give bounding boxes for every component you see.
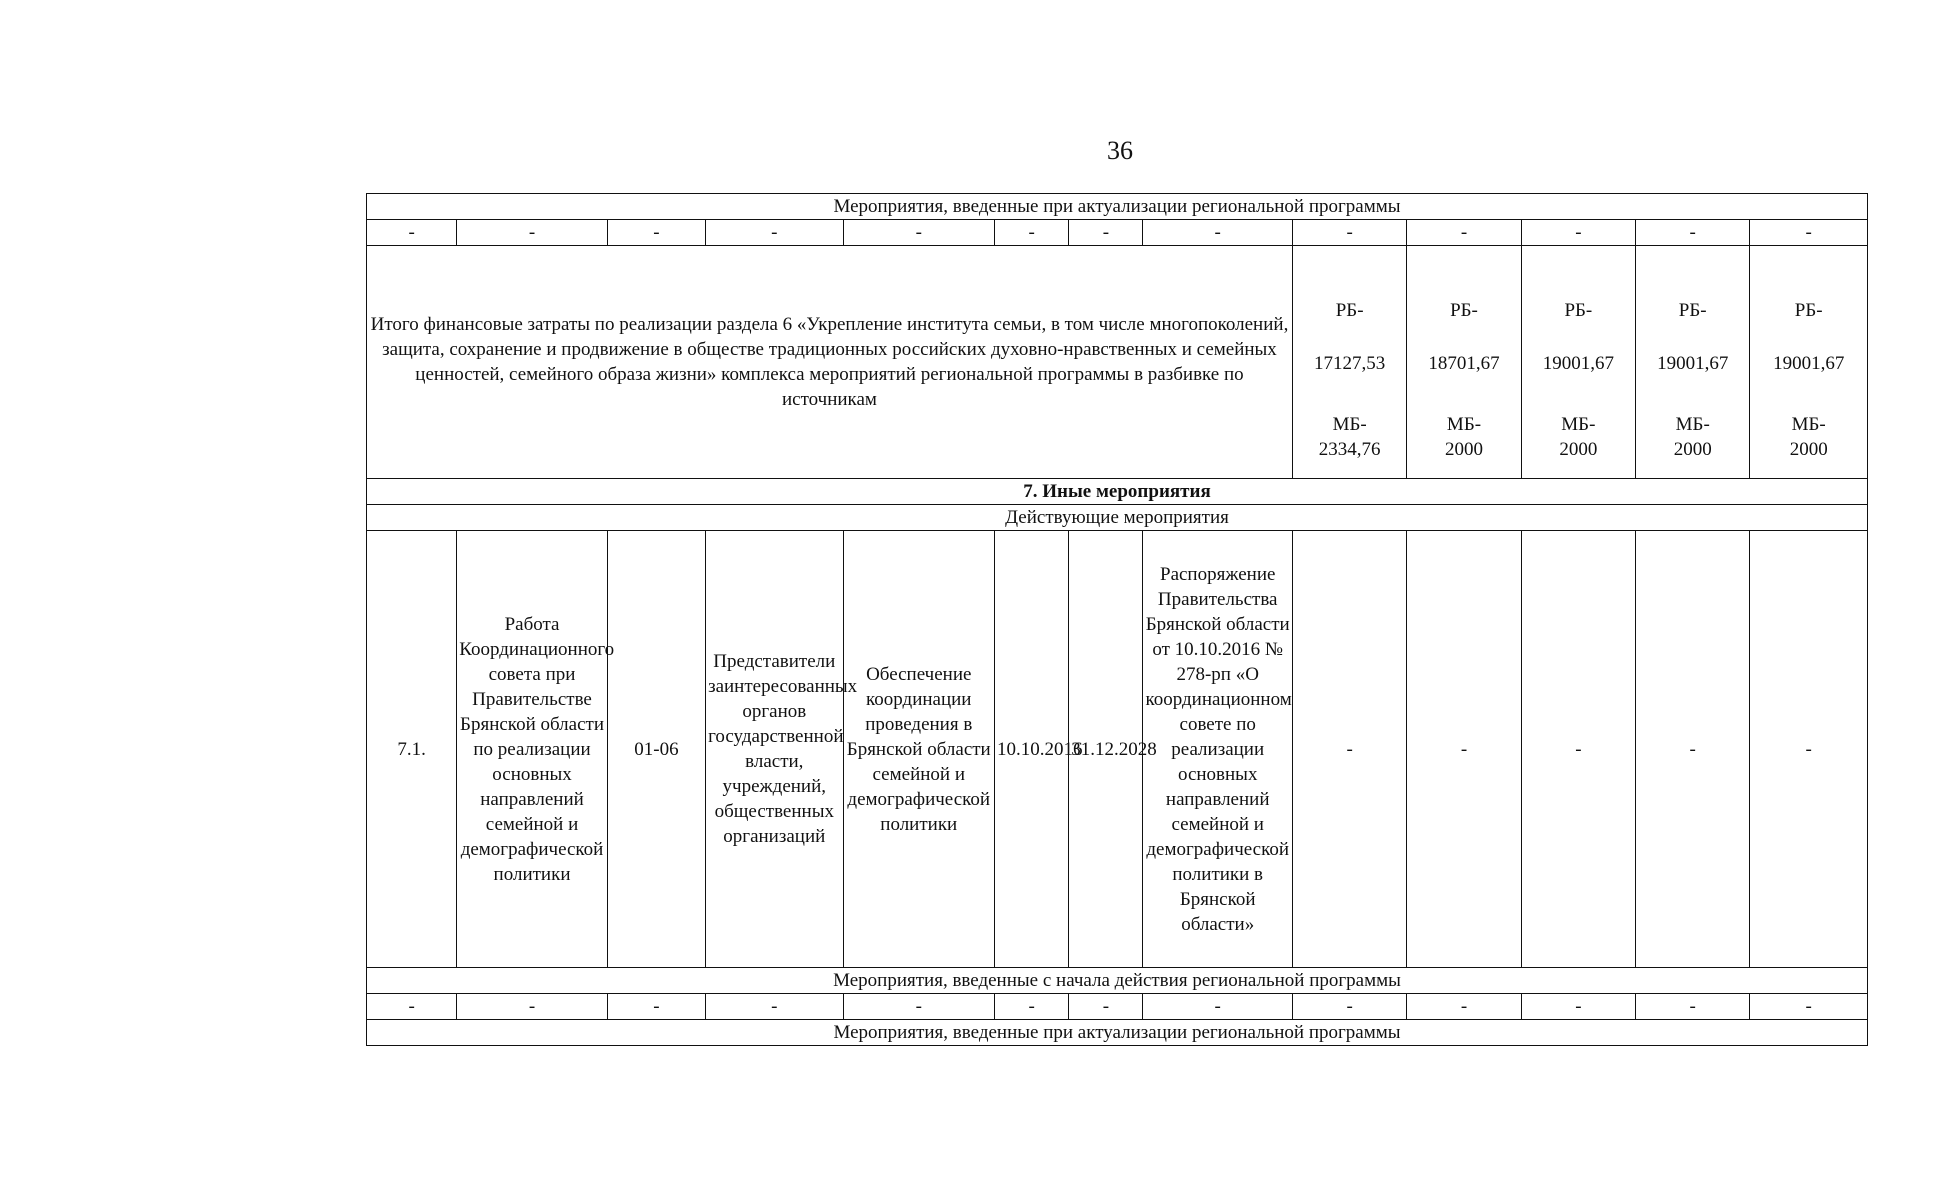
funding-5: - [1750, 531, 1868, 968]
total-funding-cell [1750, 246, 1868, 479]
dash-cell: - [457, 994, 607, 1020]
activity-code: 01-06 [607, 531, 705, 968]
dash-cell: - [1143, 220, 1292, 246]
rb-value: 19001,67 [1657, 353, 1729, 374]
dash-cell: - [1636, 994, 1750, 1020]
dash-cell: - [1750, 994, 1868, 1020]
rb-label: РБ- [1794, 300, 1823, 321]
rb-value: 19001,67 [1542, 353, 1614, 374]
dash-cell: - [1292, 994, 1406, 1020]
dash-cell: - [1521, 220, 1635, 246]
dash-cell: - [1636, 220, 1750, 246]
actualization-header-bottom: Мероприятия, введенные при актуализации региональной программы [367, 1020, 1868, 1046]
legal-document: Распоряжение Правительства Брянской области от 10.10.2016 № 278-рп «О координационном совете по реализации основных направлений семейной и демографической политики в Брянской области» [1143, 531, 1292, 968]
dash-cell: - [1521, 994, 1635, 1020]
mb-label: МБ- [1675, 414, 1710, 435]
dash-cell: - [995, 220, 1069, 246]
rb-label: РБ- [1678, 300, 1707, 321]
page-number: 36 [1107, 136, 1133, 165]
mb-label: МБ- [1332, 414, 1367, 435]
dash-cell: - [1143, 994, 1292, 1020]
funding-1: - [1292, 531, 1406, 968]
row-7-1 [367, 531, 1868, 968]
dash-cell: - [706, 220, 843, 246]
current-header-row [367, 505, 1868, 531]
dash-cell: - [706, 994, 843, 1020]
section7-title-row [367, 479, 1868, 505]
funding-2: - [1407, 531, 1521, 968]
rb-label: РБ- [1564, 300, 1593, 321]
mb-value: 2000 [1789, 439, 1828, 460]
start-activities-header: Мероприятия, введенные с начала действия региональной программы [367, 968, 1868, 994]
activity-name: Работа Координационного совета при Правительстве Брянской области по реализации основных направлений семейной и демографической политики [457, 531, 607, 968]
total-funding-cell [1292, 246, 1406, 479]
dash-cell: - [1069, 994, 1143, 1020]
current-activities-header: Действующие мероприятия [367, 505, 1868, 531]
section7-title: 7. Иные мероприятия [367, 479, 1868, 505]
dash-cell: - [1069, 220, 1143, 246]
mb-value: 2000 [1444, 439, 1483, 460]
dash-cell: - [995, 994, 1069, 1020]
rb-value: 17127,53 [1314, 353, 1386, 374]
dash-cell: - [607, 220, 705, 246]
mb-value: 2000 [1673, 439, 1712, 460]
end-date: 31.12.2028 [1069, 531, 1143, 968]
rb-value: 18701,67 [1428, 353, 1500, 374]
mb-label: МБ- [1561, 414, 1596, 435]
start-header-row [367, 968, 1868, 994]
actualization-header-top-row [367, 194, 1868, 220]
rb-label: РБ- [1450, 300, 1478, 321]
mb-value: 2334,76 [1318, 439, 1381, 460]
mb-value: 2000 [1559, 439, 1598, 460]
row-number: 7.1. [367, 531, 457, 968]
rb-value: 19001,67 [1773, 353, 1845, 374]
dash-cell: - [843, 220, 994, 246]
funding-4: - [1636, 531, 1750, 968]
dash-cell: - [1750, 220, 1868, 246]
rb-label: РБ- [1335, 300, 1364, 321]
dash-cell: - [843, 994, 994, 1020]
mb-label: МБ- [1446, 414, 1482, 435]
dash-cell: - [607, 994, 705, 1020]
actualization-header-bottom-row [367, 1020, 1868, 1046]
dash-cell: - [367, 994, 457, 1020]
expected-result: Обеспечение координации проведения в Брянской области семейной и демографической политики [843, 531, 994, 968]
dash-row-top [367, 220, 1868, 246]
dash-cell: - [1407, 994, 1521, 1020]
actualization-header-top: Мероприятия, введенные при актуализации региональной программы [367, 194, 1868, 220]
participants: Представители заинтересованных органов государственной власти, учреждений, общественных организаций [706, 531, 843, 968]
total-description: Итого финансовые затраты по реализации раздела 6 «Укрепление института семьи, в том числе многопоколений, защита, сохранение и продвижение в обществе традиционных российских духовно-нравственных и семейных ценностей, семейного образа жизни» комплекса мероприятий региональной программы в разбивке по источникам [367, 246, 1293, 479]
dash-cell: - [1407, 220, 1521, 246]
dash-cell: - [367, 220, 457, 246]
dash-row-bottom [367, 994, 1868, 1020]
total-row [367, 246, 1868, 479]
total-funding-cell [1636, 246, 1750, 479]
start-date: 10.10.2016 [995, 531, 1069, 968]
total-funding-cell [1521, 246, 1635, 479]
mb-label: МБ- [1791, 414, 1826, 435]
dash-cell: - [1292, 220, 1406, 246]
dash-cell: - [457, 220, 607, 246]
program-table [366, 193, 1868, 1046]
total-funding-cell [1407, 246, 1521, 479]
funding-3: - [1521, 531, 1635, 968]
